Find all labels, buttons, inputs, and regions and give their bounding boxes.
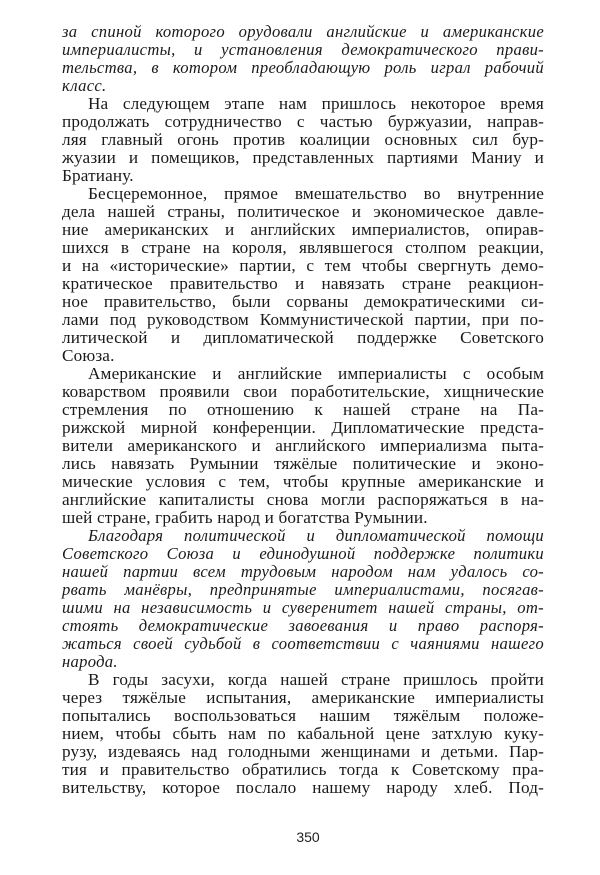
text-line: через тяжёлые испытания, американские империалисты — [62, 688, 544, 707]
text-line: империалисты, и установления демократического прави- — [62, 40, 544, 59]
text-line: жуазии и помещиков, представленных партиями Маниу и — [62, 148, 544, 167]
text-line: Советского Союза и единодушной поддержке политики — [62, 544, 544, 563]
text-line: за спиной которого орудовали английские и американские — [62, 22, 544, 41]
paragraph — [62, 185, 544, 365]
text-line: жаться своей судьбой в соответствии с чаяниями нашего — [62, 634, 544, 653]
text-line: ляя главный огонь против коалиции основных сил бур- — [62, 130, 544, 149]
text-line: В годы засухи, когда нашей стране пришлось пройти — [88, 670, 544, 689]
text-line: и на «исторические» партии, с тем чтобы свергнуть демо- — [62, 256, 544, 275]
text-line: тельства, в котором преобладающую роль играл рабочий — [62, 58, 544, 77]
text-line: английские капиталисты снова могли распоряжаться в на- — [62, 490, 544, 509]
text-line: На следующем этапе нам пришлось некоторое время — [88, 94, 544, 113]
text-line: лись навязать Румынии тяжёлые политические и эконо- — [62, 454, 544, 473]
text-line: вители американского и английского империализма пыта- — [62, 436, 544, 455]
text-line: шихся в стране на короля, являвшегося столпом реакции, — [62, 238, 544, 257]
text-line: стоять демократические завоевания и право распоря- — [62, 616, 544, 635]
text-line: тия и правительство обратились тогда к Советскому пра- — [62, 760, 544, 779]
text-line: Союза. — [62, 346, 115, 365]
text-line: ние американских и английских империалистов, опирав- — [62, 220, 544, 239]
text-line: кратическое правительство и навязать стране реакцион- — [62, 274, 544, 293]
text-line: ное правительство, были сорваны демократическими си- — [62, 292, 544, 311]
text-line: лами под руководством Коммунистической партии, при по- — [62, 310, 544, 329]
text-line: нашей партии всем трудовым народом нам удалось со- — [62, 562, 544, 581]
text-line: Американские и английские империалисты с особым — [88, 364, 544, 383]
text-line: мические условия с тем, чтобы крупные американские и — [62, 472, 544, 491]
text-line: народа. — [62, 652, 118, 671]
text-line: попытались воспользоваться нашим тяжёлым положе- — [62, 706, 544, 725]
text-line: рвать манёвры, предпринятые империалистами, посягав- — [62, 580, 544, 599]
text-line: литической и дипломатической поддержке Советского — [62, 328, 544, 347]
text-line: нием, чтобы сбыть нам по кабальной цене затхлую куку- — [62, 724, 544, 743]
text-line: дела нашей страны, политическое и экономическое давле- — [62, 202, 544, 221]
text-line: рузу, издеваясь над голодными женщинами и детьми. Пар- — [62, 742, 544, 761]
italic-paragraph — [62, 23, 544, 95]
italic-paragraph — [62, 527, 544, 671]
text-line: вительству, которое послало нашему народу хлеб. Под- — [62, 778, 544, 797]
text-line: класс. — [62, 76, 107, 95]
page-body — [62, 23, 544, 797]
paragraph — [62, 365, 544, 527]
text-line: Братиану. — [62, 166, 134, 185]
text-line: рижской мирной конференции. Дипломатические предста- — [62, 418, 544, 437]
text-line: Бесцеремонное, прямое вмешательство во внутренние — [88, 184, 544, 203]
text-line: Благодаря политической и дипломатической помощи — [88, 526, 544, 545]
text-line: стремления по отношению к нашей стране на Па- — [62, 400, 544, 419]
page-number: 350 — [296, 829, 320, 845]
text-line: коварством проявили свои поработительские, хищнические — [62, 382, 544, 401]
text-line: шей стране, грабить народ и богатства Румынии. — [62, 508, 428, 527]
text-line: шими на независимость и суверенитет нашей страны, от- — [62, 598, 544, 617]
text-line: продолжать сотрудничество с частью буржуазии, направ- — [62, 112, 544, 131]
paragraph — [62, 95, 544, 185]
paragraph — [62, 671, 544, 797]
